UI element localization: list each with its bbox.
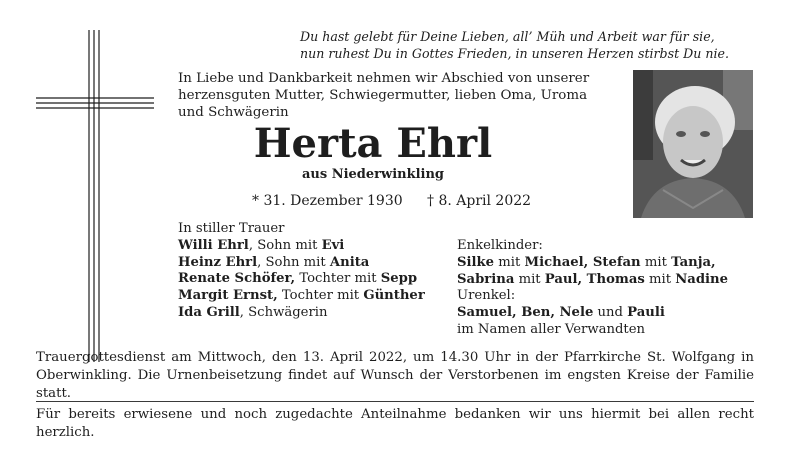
great-grandchildren-line: Samuel, Ben, Nele und Pauli xyxy=(457,305,665,321)
intro-line: In Liebe und Dankbarkeit nehmen wir Abschied von unserer xyxy=(178,71,590,86)
mourners-right xyxy=(457,238,728,339)
grandchildren-line: Sabrina mit Paul, Thomas mit Nadine xyxy=(457,271,729,287)
mourner-line: Heinz Ehrl, Sohn mit Anita xyxy=(178,254,370,270)
cross-icon xyxy=(36,30,154,362)
grandchildren-line: Silke mit Michael, Stefan mit Tanja, xyxy=(457,254,716,270)
mourners-left xyxy=(178,221,425,322)
closing-line: im Namen aller Verwandten xyxy=(457,321,646,337)
mourners-heading: In stiller Trauer xyxy=(178,221,285,236)
intro-text xyxy=(178,70,618,121)
intro-line: herzensguten Mutter, Schwiegermutter, lieben Oma, Uroma xyxy=(178,88,588,103)
quote-line: Du hast gelebt für Deine Lieben, all’ Müh und Arbeit war für sie, xyxy=(300,29,715,44)
mourner-line: Renate Schöfer, Tochter mit Sepp xyxy=(178,271,418,287)
quote-line: nun ruhest Du in Gottes Frieden, in unseren Herzen stirbst Du nie. xyxy=(300,46,729,61)
portrait-photo xyxy=(633,70,753,218)
death-date: † 8. April 2022 xyxy=(427,193,532,209)
mourner-line: Margit Ernst, Tochter mit Günther xyxy=(178,288,425,304)
mourner-line: Ida Grill, Schwägerin xyxy=(178,304,328,320)
memorial-quote xyxy=(300,28,755,62)
mourner-line: Willi Ehrl, Sohn mit Evi xyxy=(178,237,345,253)
deceased-origin: aus Niederwinkling xyxy=(301,167,445,182)
deceased-name: Herta Ehrl xyxy=(253,120,493,167)
grandchildren-label: Enkelkinder: xyxy=(457,238,543,253)
service-announcement: Trauergottesdienst am Mittwoch, den 13. April 2022, um 14.30 Uhr in der Pfarrkirche St. Wolfgang in Oberwinkling. Die Urnenbeisetzung findet auf Wunsch der Verstorbenen im engsten Kreise der Familie statt. xyxy=(36,350,754,401)
birth-date: * 31. Dezember 1930 xyxy=(252,193,403,209)
great-grandchildren-label: Urenkel: xyxy=(457,288,516,304)
divider xyxy=(36,401,754,402)
thanks-note: Für bereits erwiesene und noch zugedachte Anteilnahme bedanken wir uns hiermit bei allen recht herzlich. xyxy=(36,407,754,440)
intro-line: und Schwägerin xyxy=(178,105,289,120)
